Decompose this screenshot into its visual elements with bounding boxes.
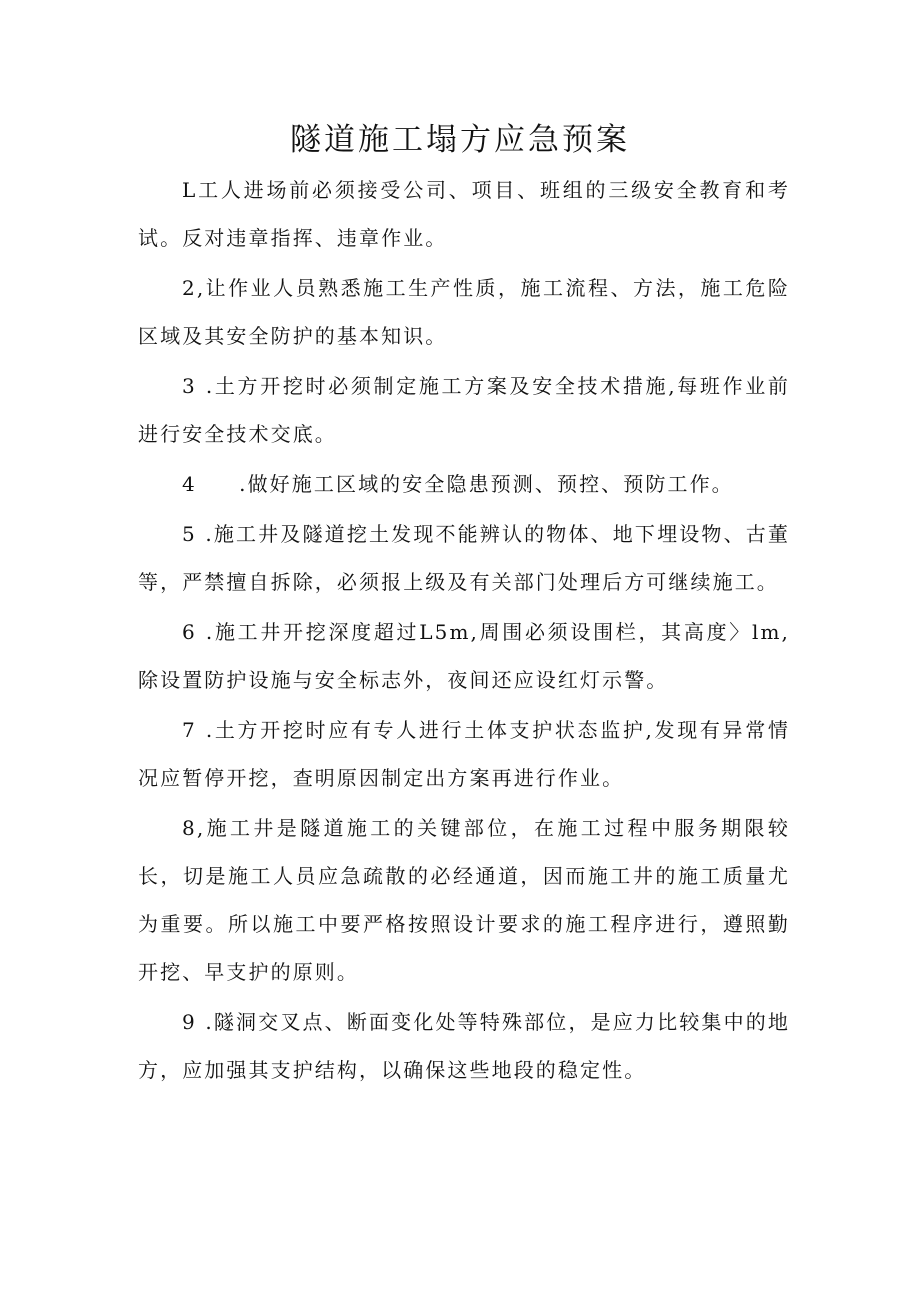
paragraph-3: 3 .土方开挖时必须制定施工方案及安全技术措施,每班作业前进行安全技术交底。 [138, 374, 790, 446]
paragraph-4: 4 .做好施工区域的安全隐患预测、预控、预防工作。 [182, 472, 734, 496]
paragraph-6: 6 .施工井开挖深度超过L5m,周围必须设围栏，其高度〉lm,除设置防护设施与安全标志外，夜间还应设红灯示警。 [138, 620, 790, 692]
document-body [138, 166, 790, 1094]
paragraph-7: 7 .土方开挖时应有专人进行土体支护状态监护,发现有异常情况应暂停开挖，查明原因制定出方案再进行作业。 [138, 718, 790, 790]
paragraph-8: 8,施工井是隧道施工的关键部位，在施工过程中服务期限较长，切是施工人员应急疏散的必经通道，因而施工井的施工质量尤为重要。所以施工中要严格按照设计要求的施工程序进行，遵照勤开挖、早支护的原则。 [138, 816, 790, 984]
paragraph-5: 5 .施工井及隧道挖土发现不能辨认的物体、地下埋设物、古董等，严禁擅自拆除，必须报上级及有关部门处理后方可继续施工。 [138, 522, 790, 594]
paragraph-9: 9 .隧洞交叉点、断面变化处等特殊部位，是应力比较集中的地方，应加强其支护结构，以确保这些地段的稳定性。 [138, 1010, 790, 1082]
paragraph-1: L工人进场前必须接受公司、项目、班组的三级安全教育和考试。反对违章指挥、违章作业。 [138, 178, 790, 250]
paragraph-2: 2,让作业人员熟悉施工生产性质，施工流程、方法，施工危险区域及其安全防护的基本知识。 [138, 276, 790, 348]
document-title: 隧道施工塌方应急预案 [290, 122, 630, 158]
